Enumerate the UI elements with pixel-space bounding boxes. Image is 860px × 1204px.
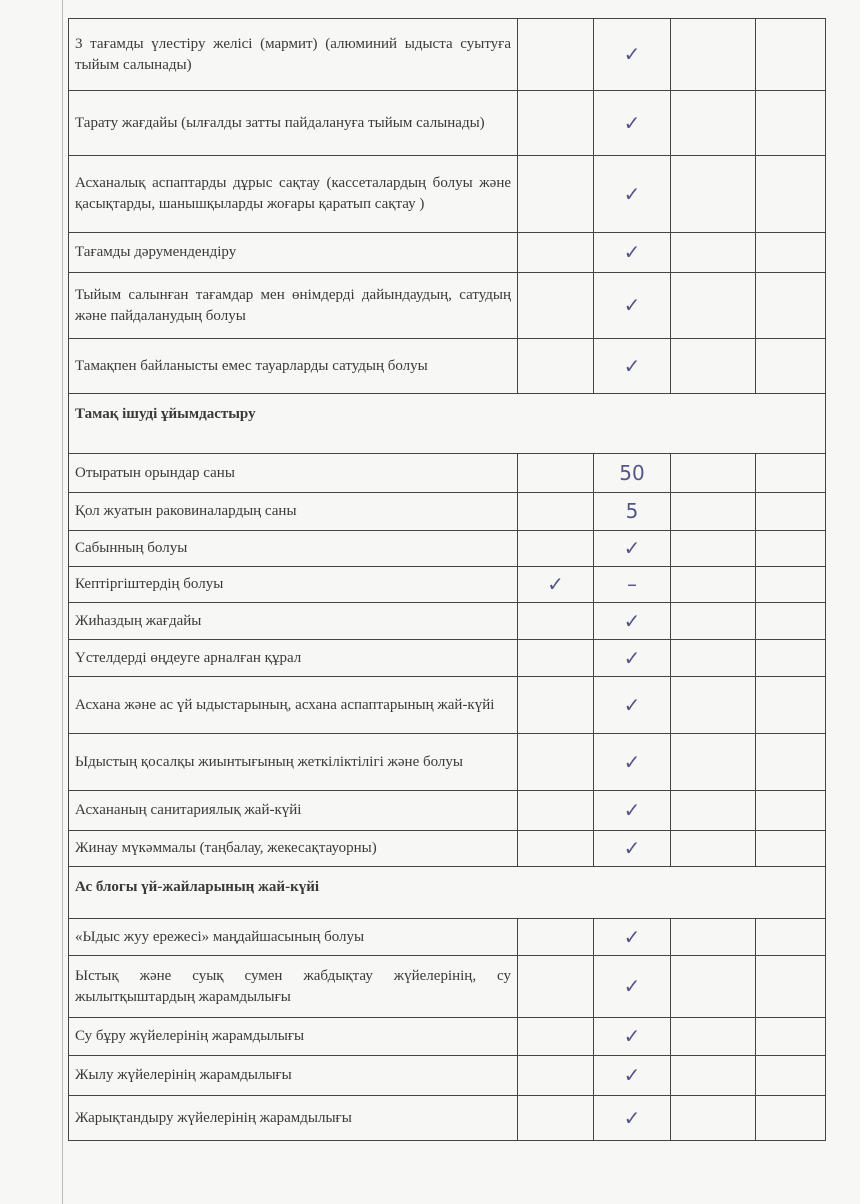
criterion-text: Тағамды дәрумендендіру bbox=[69, 233, 518, 273]
mark-cell bbox=[671, 1096, 756, 1141]
mark-cell bbox=[518, 640, 594, 677]
criterion-text: Ыстық және суық сумен жабдықтау жүйелерінің, су жылытқыштардың жарамдылығы bbox=[69, 956, 518, 1018]
mark-cell bbox=[518, 1096, 594, 1141]
mark-cell bbox=[518, 273, 594, 339]
mark-cell bbox=[518, 734, 594, 791]
checkmark-cell: ✓ bbox=[594, 531, 671, 567]
criterion-text: Жарықтандыру жүйелерінің жарамдылығы bbox=[69, 1096, 518, 1141]
table-row bbox=[69, 640, 826, 677]
mark-cell bbox=[756, 677, 826, 734]
page-margin-line bbox=[62, 0, 63, 1204]
mark-cell bbox=[671, 919, 756, 956]
mark-cell bbox=[518, 91, 594, 156]
mark-cell bbox=[756, 1056, 826, 1096]
table-row bbox=[69, 1096, 826, 1141]
mark-cell bbox=[671, 156, 756, 233]
mark-cell bbox=[518, 156, 594, 233]
mark-cell bbox=[671, 454, 756, 493]
checkmark-cell: ✓ bbox=[594, 640, 671, 677]
checkmark-cell: ✓ bbox=[594, 156, 671, 233]
mark-cell bbox=[518, 19, 594, 91]
mark-cell bbox=[756, 493, 826, 531]
table-row bbox=[69, 1056, 826, 1096]
checkmark-cell: ✓ bbox=[594, 919, 671, 956]
mark-cell bbox=[756, 339, 826, 394]
checkmark-cell: ✓ bbox=[594, 91, 671, 156]
mark-cell bbox=[756, 567, 826, 603]
criterion-text: Жинау мүкәммалы (таңбалау, жекесақтауорны) bbox=[69, 831, 518, 867]
criterion-text: Үстелдерді өңдеуге арналған құрал bbox=[69, 640, 518, 677]
checkmark-cell: ✓ bbox=[594, 603, 671, 640]
mark-cell bbox=[756, 1096, 826, 1141]
section-header-row bbox=[69, 867, 826, 919]
table-row bbox=[69, 156, 826, 233]
criterion-text: Асхана және ас үй ыдыстарының, асхана аспаптарының жай-күйі bbox=[69, 677, 518, 734]
section-title: Тамақ ішуді ұйымдастыру bbox=[69, 394, 826, 454]
mark-cell bbox=[518, 1056, 594, 1096]
mark-cell bbox=[671, 734, 756, 791]
mark-cell bbox=[518, 339, 594, 394]
mark-cell bbox=[756, 956, 826, 1018]
mark-cell bbox=[756, 273, 826, 339]
checkmark-cell: ✓ bbox=[594, 19, 671, 91]
mark-cell bbox=[518, 493, 594, 531]
mark-cell bbox=[756, 791, 826, 831]
checkmark-cell: ✓ bbox=[594, 956, 671, 1018]
mark-cell bbox=[756, 919, 826, 956]
mark-cell bbox=[518, 791, 594, 831]
mark-cell bbox=[756, 531, 826, 567]
criterion-text: Ыдыстың қосалқы жиынтығының жеткіліктілігі және болуы bbox=[69, 734, 518, 791]
checkmark-cell: ✓ bbox=[594, 831, 671, 867]
mark-cell bbox=[671, 493, 756, 531]
table-row bbox=[69, 91, 826, 156]
mark-cell bbox=[671, 640, 756, 677]
mark-cell bbox=[518, 603, 594, 640]
criterion-text: Су бұру жүйелерінің жарамдылығы bbox=[69, 1018, 518, 1056]
criterion-text: Тамақпен байланысты емес тауарларды сатудың болуы bbox=[69, 339, 518, 394]
table-row bbox=[69, 273, 826, 339]
mark-cell bbox=[756, 156, 826, 233]
mark-cell bbox=[671, 567, 756, 603]
table-row bbox=[69, 919, 826, 956]
checkmark-cell: ✓ bbox=[594, 1096, 671, 1141]
table-row bbox=[69, 531, 826, 567]
criterion-text: Жылу жүйелерінің жарамдылығы bbox=[69, 1056, 518, 1096]
table-row bbox=[69, 734, 826, 791]
criterion-text: Тыйым салынған тағамдар мен өнімдерді дайындаудың, сатудың және пайдаланудың болуы bbox=[69, 273, 518, 339]
criterion-text: Жиһаздың жағдайы bbox=[69, 603, 518, 640]
mark-cell bbox=[518, 831, 594, 867]
mark-cell bbox=[756, 831, 826, 867]
mark-cell bbox=[671, 831, 756, 867]
mark-cell bbox=[671, 273, 756, 339]
mark-cell bbox=[756, 603, 826, 640]
criterion-text: Қол жуатын раковиналардың саны bbox=[69, 493, 518, 531]
mark-cell bbox=[756, 734, 826, 791]
mark-cell bbox=[671, 791, 756, 831]
mark-cell bbox=[518, 677, 594, 734]
table-row bbox=[69, 567, 826, 603]
criterion-text: 3 тағамды үлестіру желісі (мармит) (алюминий ыдыста суытуға тыйым салынады) bbox=[69, 19, 518, 91]
section-header-row bbox=[69, 394, 826, 454]
mark-cell: 5 bbox=[594, 493, 671, 531]
mark-cell: 50 bbox=[594, 454, 671, 493]
mark-cell bbox=[756, 233, 826, 273]
inspection-checklist-table bbox=[68, 18, 826, 1141]
table-row bbox=[69, 339, 826, 394]
mark-cell bbox=[518, 531, 594, 567]
table-row bbox=[69, 791, 826, 831]
mark-cell bbox=[518, 956, 594, 1018]
mark-cell bbox=[671, 1018, 756, 1056]
mark-cell bbox=[756, 91, 826, 156]
mark-cell bbox=[518, 1018, 594, 1056]
mark-cell bbox=[518, 233, 594, 273]
checkmark-cell: ✓ bbox=[594, 734, 671, 791]
mark-cell bbox=[756, 640, 826, 677]
table-row bbox=[69, 454, 826, 493]
mark-cell bbox=[671, 956, 756, 1018]
checkmark-cell: ✓ bbox=[594, 1056, 671, 1096]
table-row bbox=[69, 956, 826, 1018]
mark-cell bbox=[756, 1018, 826, 1056]
table-row bbox=[69, 1018, 826, 1056]
mark-cell bbox=[518, 919, 594, 956]
checkmark-cell: ✓ bbox=[594, 339, 671, 394]
mark-cell: – bbox=[594, 567, 671, 603]
table-row bbox=[69, 831, 826, 867]
table-row bbox=[69, 603, 826, 640]
section-title: Ас блогы үй-жайларының жай-күйі bbox=[69, 867, 826, 919]
mark-cell bbox=[756, 454, 826, 493]
checkmark-cell: ✓ bbox=[518, 567, 594, 603]
mark-cell bbox=[671, 19, 756, 91]
mark-cell bbox=[671, 531, 756, 567]
criterion-text: Сабынның болуы bbox=[69, 531, 518, 567]
mark-cell bbox=[671, 677, 756, 734]
mark-cell bbox=[671, 91, 756, 156]
criterion-text: Кептіргіштердің болуы bbox=[69, 567, 518, 603]
mark-cell bbox=[518, 454, 594, 493]
checkmark-cell: ✓ bbox=[594, 1018, 671, 1056]
criterion-text: Асханалық аспаптарды дұрыс сақтау (кассеталардың болуы және қасықтарды, шанышқыларды жоғары қаратып сақтау ) bbox=[69, 156, 518, 233]
mark-cell bbox=[756, 19, 826, 91]
criterion-text: Асхананың санитариялық жай-күйі bbox=[69, 791, 518, 831]
checkmark-cell: ✓ bbox=[594, 273, 671, 339]
criterion-text: Тарату жағдайы (ылғалды затты пайдалануға тыйым салынады) bbox=[69, 91, 518, 156]
table-row bbox=[69, 677, 826, 734]
checkmark-cell: ✓ bbox=[594, 677, 671, 734]
checkmark-cell: ✓ bbox=[594, 233, 671, 273]
criterion-text: «Ыдыс жуу ережесі» маңдайшасының болуы bbox=[69, 919, 518, 956]
criterion-text: Отыратын орындар саны bbox=[69, 454, 518, 493]
table-row bbox=[69, 493, 826, 531]
checkmark-cell: ✓ bbox=[594, 791, 671, 831]
table-row bbox=[69, 233, 826, 273]
mark-cell bbox=[671, 233, 756, 273]
mark-cell bbox=[671, 339, 756, 394]
table-row bbox=[69, 19, 826, 91]
mark-cell bbox=[671, 1056, 756, 1096]
mark-cell bbox=[671, 603, 756, 640]
